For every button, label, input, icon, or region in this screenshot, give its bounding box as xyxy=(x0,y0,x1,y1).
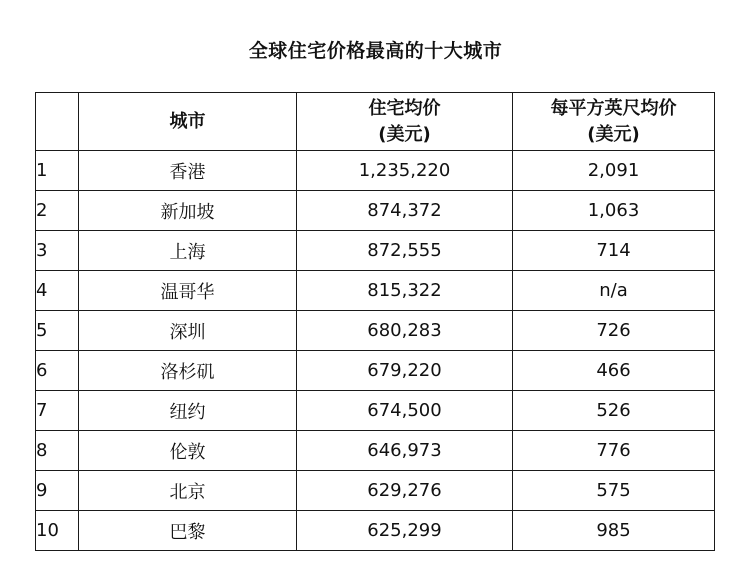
table-row xyxy=(36,351,715,391)
table-row xyxy=(36,271,715,311)
rank-cell: 7 xyxy=(36,391,79,431)
rank-cell: 10 xyxy=(36,511,79,551)
table-header-row xyxy=(36,93,715,151)
table-row xyxy=(36,511,715,551)
rank-cell: 2 xyxy=(36,191,79,231)
header-price-per-sqft xyxy=(513,93,715,151)
rank-cell: 3 xyxy=(36,231,79,271)
price-per-sqft-cell: n/a xyxy=(513,271,715,311)
average-price-cell: 1,235,220 xyxy=(297,151,513,191)
table-row xyxy=(36,231,715,271)
table-row xyxy=(36,391,715,431)
average-price-cell: 646,973 xyxy=(297,431,513,471)
average-price-cell: 629,276 xyxy=(297,471,513,511)
city-cell: 温哥华 xyxy=(79,271,297,311)
rank-cell: 8 xyxy=(36,431,79,471)
average-price-cell: 625,299 xyxy=(297,511,513,551)
city-cell: 伦敦 xyxy=(79,431,297,471)
price-per-sqft-cell: 526 xyxy=(513,391,715,431)
header-city: 城市 xyxy=(79,93,297,151)
city-cell: 香港 xyxy=(79,151,297,191)
header-price-per-sqft-unit: (美元) xyxy=(587,123,640,145)
rank-cell: 6 xyxy=(36,351,79,391)
header-rank xyxy=(36,93,79,151)
city-cell: 纽约 xyxy=(79,391,297,431)
city-price-table xyxy=(35,92,715,551)
city-cell: 深圳 xyxy=(79,311,297,351)
rank-cell: 9 xyxy=(36,471,79,511)
price-per-sqft-cell: 985 xyxy=(513,511,715,551)
average-price-cell: 674,500 xyxy=(297,391,513,431)
table-row xyxy=(36,431,715,471)
average-price-cell: 680,283 xyxy=(297,311,513,351)
average-price-cell: 872,555 xyxy=(297,231,513,271)
rank-cell: 4 xyxy=(36,271,79,311)
rank-cell: 5 xyxy=(36,311,79,351)
city-cell: 巴黎 xyxy=(79,511,297,551)
header-average-price-unit: (美元) xyxy=(378,123,431,145)
price-per-sqft-cell: 1,063 xyxy=(513,191,715,231)
header-average-price xyxy=(297,93,513,151)
table-row xyxy=(36,311,715,351)
price-per-sqft-cell: 575 xyxy=(513,471,715,511)
table-row xyxy=(36,151,715,191)
header-average-price-label: 住宅均价 xyxy=(368,97,441,119)
price-per-sqft-cell: 776 xyxy=(513,431,715,471)
price-per-sqft-cell: 726 xyxy=(513,311,715,351)
average-price-cell: 815,322 xyxy=(297,271,513,311)
price-per-sqft-cell: 2,091 xyxy=(513,151,715,191)
city-cell: 北京 xyxy=(79,471,297,511)
average-price-cell: 679,220 xyxy=(297,351,513,391)
table-row xyxy=(36,191,715,231)
city-cell: 洛杉矶 xyxy=(79,351,297,391)
table-row xyxy=(36,471,715,511)
rank-cell: 1 xyxy=(36,151,79,191)
header-price-per-sqft-label: 每平方英尺均价 xyxy=(550,97,677,119)
average-price-cell: 874,372 xyxy=(297,191,513,231)
page-title: 全球住宅价格最高的十大城市 xyxy=(248,40,503,62)
price-per-sqft-cell: 466 xyxy=(513,351,715,391)
city-cell: 上海 xyxy=(79,231,297,271)
price-per-sqft-cell: 714 xyxy=(513,231,715,271)
city-cell: 新加坡 xyxy=(79,191,297,231)
